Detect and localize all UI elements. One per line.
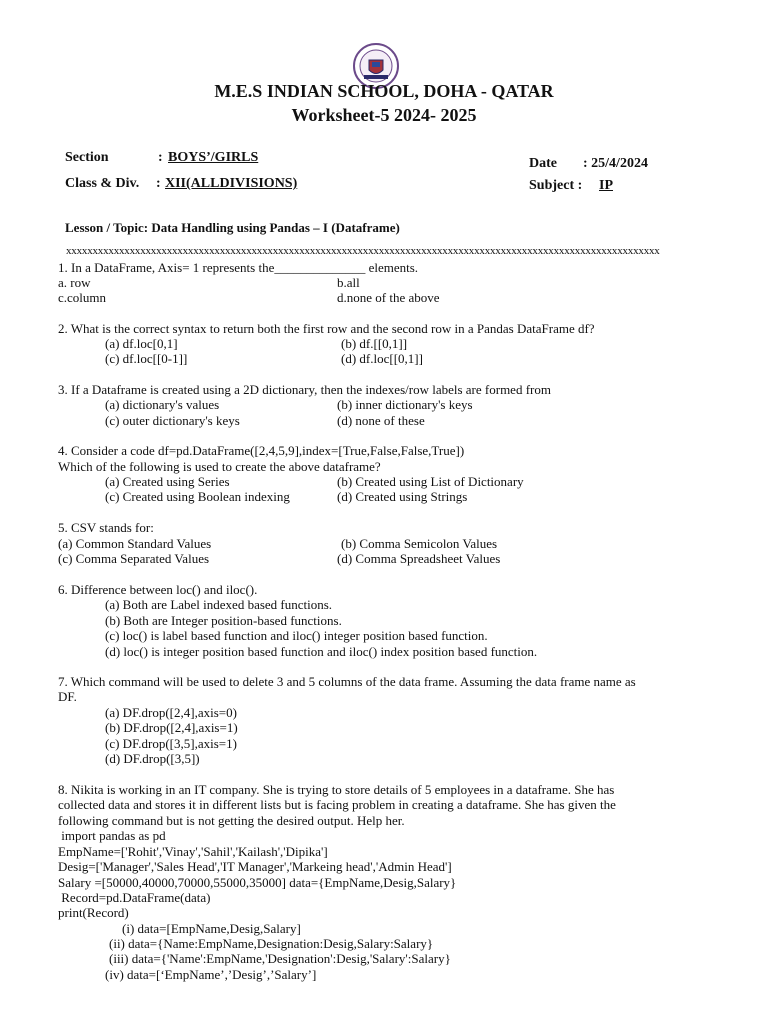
lesson-topic: Lesson / Topic: Data Handling using Pandas – I (Dataframe) bbox=[65, 220, 400, 235]
section-colon: : bbox=[158, 150, 163, 165]
q2-text: 2. What is the correct syntax to return both the first row and the second row in a Pandas DataFrame df? bbox=[58, 321, 595, 336]
q1-option-a: a. row bbox=[58, 275, 91, 290]
worksheet-title: Worksheet-5 2024- 2025 bbox=[291, 105, 477, 125]
q8-code-line6: print(Record) bbox=[58, 905, 129, 920]
q2-option-b: (b) df.[[0,1]] bbox=[341, 336, 408, 351]
q3-text: 3. If a Dataframe is created using a 2D dictionary, then the indexes/row labels are formed from bbox=[58, 382, 551, 397]
class-colon: : bbox=[156, 176, 161, 191]
q6-option-c: (c) loc() is label based function and iloc() integer position based function. bbox=[105, 628, 488, 643]
q8-code-line5: Record=pd.DataFrame(data) bbox=[58, 890, 211, 905]
q8-text-line2: collected data and stores it in different lists but is facing problem in creating a dataframe. She has given the bbox=[58, 797, 616, 812]
q7-option-d: (d) DF.drop([3,5]) bbox=[105, 751, 200, 766]
section-value: BOYS’/GIRLS bbox=[168, 150, 259, 165]
q8-code-line4: Salary =[50000,40000,70000,55000,35000] data={EmpName,Desig,Salary} bbox=[58, 875, 457, 890]
q8-code-line1: import pandas as pd bbox=[58, 828, 166, 843]
q4-option-a: (a) Created using Series bbox=[105, 474, 230, 489]
q3-option-c: (c) outer dictionary's keys bbox=[105, 413, 240, 428]
q2-option-d: (d) df.loc[[0,1]] bbox=[341, 351, 423, 366]
q7-text-line1: 7. Which command will be used to delete 3 and 5 columns of the data frame. Assuming the data frame name as bbox=[58, 674, 636, 689]
q8-option-iv: (iv) data=[‘EmpName’,’Desig’,’Salary’] bbox=[105, 967, 317, 982]
q4-option-c: (c) Created using Boolean indexing bbox=[105, 489, 290, 504]
q1-option-d: d.none of the above bbox=[337, 290, 440, 305]
section-label: Section bbox=[65, 150, 109, 165]
q5-text: 5. CSV stands for: bbox=[58, 520, 154, 535]
q7-option-c: (c) DF.drop([3,5],axis=1) bbox=[105, 736, 237, 751]
q1-text: 1. In a DataFrame, Axis= 1 represents the______________ elements. bbox=[58, 260, 419, 275]
q4-text-line1: 4. Consider a code df=pd.DataFrame([2,4,5,9],index=[True,False,False,True]) bbox=[58, 443, 465, 458]
q5-option-d: (d) Comma Spreadsheet Values bbox=[337, 551, 501, 566]
date-label: Date bbox=[529, 156, 557, 171]
q5-option-c: (c) Comma Separated Values bbox=[58, 551, 210, 566]
q2-option-c: (c) df.loc[[0-1]] bbox=[105, 351, 188, 366]
q8-code-line2: EmpName=['Rohit','Vinay','Sahil','Kailash','Dipika'] bbox=[58, 844, 328, 859]
q8-text-line3: following command but is not getting the desired output. Help her. bbox=[58, 813, 405, 828]
school-name: M.E.S INDIAN SCHOOL, DOHA - QATAR bbox=[214, 81, 554, 101]
q8-option-ii: (ii) data={Name:EmpName,Designation:Desig,Salary:Salary} bbox=[109, 936, 434, 951]
q2-option-a: (a) df.loc[0,1] bbox=[105, 336, 178, 351]
q1-option-c: c.column bbox=[58, 290, 107, 305]
q5-option-a: (a) Common Standard Values bbox=[58, 536, 212, 551]
class-label: Class & Div. bbox=[65, 176, 140, 191]
q6-option-d: (d) loc() is integer position based function and iloc() index position based function. bbox=[105, 644, 538, 659]
q8-code-line3: Desig=['Manager','Sales Head','IT Manager','Markeing head','Admin Head'] bbox=[58, 859, 452, 874]
q3-option-a: (a) dictionary's values bbox=[105, 397, 220, 412]
date-value: : 25/4/2024 bbox=[583, 156, 648, 171]
q1-option-b: b.all bbox=[337, 275, 360, 290]
q3-option-b: (b) inner dictionary's keys bbox=[337, 397, 473, 412]
q4-option-b: (b) Created using List of Dictionary bbox=[337, 474, 524, 489]
q5-option-b: (b) Comma Semicolon Values bbox=[341, 536, 498, 551]
q7-option-a: (a) DF.drop([2,4],axis=0) bbox=[105, 705, 237, 720]
q6-option-a: (a) Both are Label indexed based functions. bbox=[105, 597, 333, 612]
subject-value: IP bbox=[599, 178, 613, 193]
q8-text-line1: 8. Nikita is working in an IT company. She is trying to store details of 5 employees in a dataframe. She has bbox=[58, 782, 615, 797]
q8-option-iii: (iii) data={'Name':EmpName,'Designation':Desig,'Salary':Salary} bbox=[109, 951, 451, 966]
q4-option-d: (d) Created using Strings bbox=[337, 489, 468, 504]
q6-option-b: (b) Both are Integer position-based functions. bbox=[105, 613, 342, 628]
q3-option-d: (d) none of these bbox=[337, 413, 425, 428]
q7-text-line2: DF. bbox=[58, 689, 77, 704]
subject-label: Subject : bbox=[529, 178, 583, 193]
separator-line: xxxxxxxxxxxxxxxxxxxxxxxxxxxxxxxxxxxxxxxxxxxxxxxxxxxxxxxxxxxxxxxxxxxxxxxxxxxxxxxxxxxxxxxxxxxxxxxxxxxxxxxxxxxxxxxx bbox=[66, 245, 660, 257]
q8-option-i: (i) data=[EmpName,Desig,Salary] bbox=[122, 921, 301, 936]
q6-text: 6. Difference between loc() and iloc(). bbox=[58, 582, 258, 597]
class-value: XII(ALLDIVISIONS) bbox=[165, 176, 298, 191]
q7-option-b: (b) DF.drop([2,4],axis=1) bbox=[105, 720, 238, 735]
q4-text-line2: Which of the following is used to create the above dataframe? bbox=[58, 459, 381, 474]
